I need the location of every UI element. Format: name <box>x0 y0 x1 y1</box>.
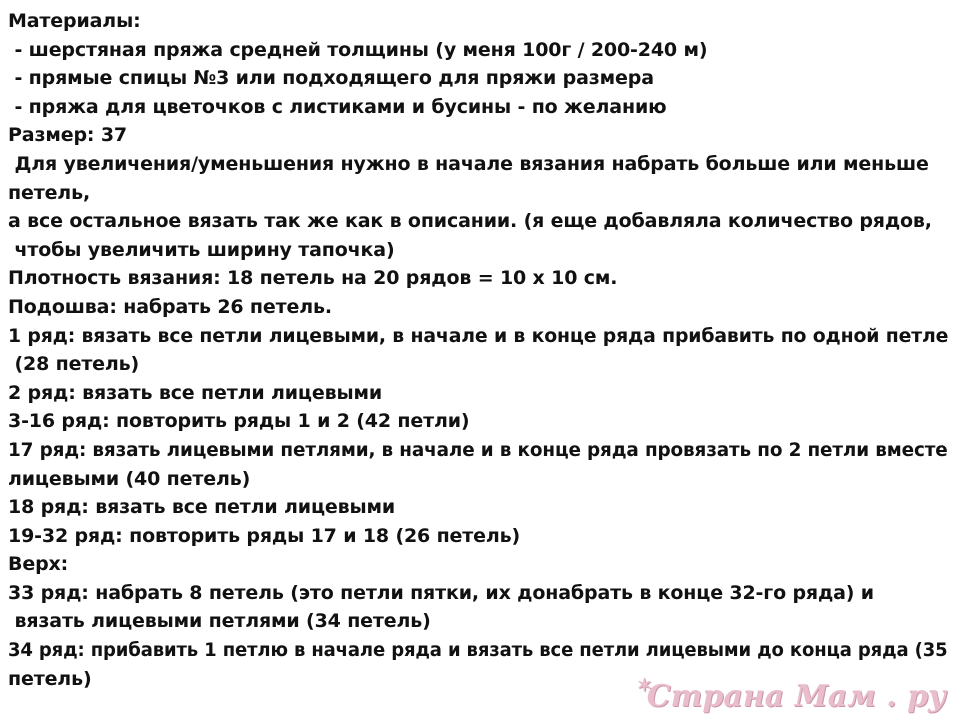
watermark-text: Страна Мам . ру <box>646 679 946 714</box>
row-instruction: лицевыми (40 петель) <box>8 467 251 490</box>
row-instruction: 33 ряд: набрать 8 петель (это петли пятки, их донабрать в конце 32-го ряда) и <box>8 581 874 604</box>
size-note-line: чтобы увеличить ширину тапочка) <box>8 238 395 261</box>
top-heading: Верх: <box>8 553 69 576</box>
row-instruction: 3-16 ряд: повторить ряды 1 и 2 (42 петли) <box>8 410 470 433</box>
size-note-line: петель, <box>8 181 91 204</box>
materials-item-needles: - прямые спицы №3 или подходящего для пряжи размера <box>8 67 654 90</box>
materials-heading: Материалы: <box>8 10 141 32</box>
materials-item-flowers: - пряжа для цветочков с листиками и бусины - по желанию <box>8 95 667 118</box>
row-instruction: 1 ряд: вязать все петли лицевыми, в начале и в конце ряда прибавить по одной петле <box>8 324 949 347</box>
row-instruction: петель) <box>8 667 92 690</box>
row-instruction: вязать лицевыми петлями (34 петель) <box>8 610 431 633</box>
sole-heading: Подошва: набрать 26 петель. <box>8 295 332 318</box>
size-heading: Размер: 37 <box>8 124 127 147</box>
site-watermark-logo <box>636 675 946 714</box>
gauge-line: Плотность вязания: 18 петель на 20 рядов = 10 х 10 см. <box>8 267 618 290</box>
row-instruction: 34 ряд: прибавить 1 петлю в начале ряда и вязать все петли лицевыми до конца ряда (35 <box>8 639 948 662</box>
size-note-line: Для увеличения/уменьшения нужно в начале вязания набрать больше или меньше <box>8 152 929 175</box>
row-instruction: 2 ряд: вязать все петли лицевыми <box>8 381 383 404</box>
star-icon: ✶ <box>636 675 652 696</box>
row-instruction: 17 ряд: вязать лицевыми петлями, в начале и в конце ряда провязать по 2 петли вместе <box>8 438 948 461</box>
row-instruction: 18 ряд: вязать все петли лицевыми <box>8 496 396 519</box>
row-instruction: 19-32 ряд: повторить ряды 17 и 18 (26 петель) <box>8 524 521 547</box>
size-note-line: а все остальное вязать так же как в описании. (я еще добавляла количество рядов, <box>8 210 932 233</box>
materials-item-yarn: - шерстяная пряжа средней толщины (у меня 100г / 200-240 м) <box>8 38 708 61</box>
document-body <box>8 7 952 693</box>
row-instruction: (28 петель) <box>8 353 140 376</box>
